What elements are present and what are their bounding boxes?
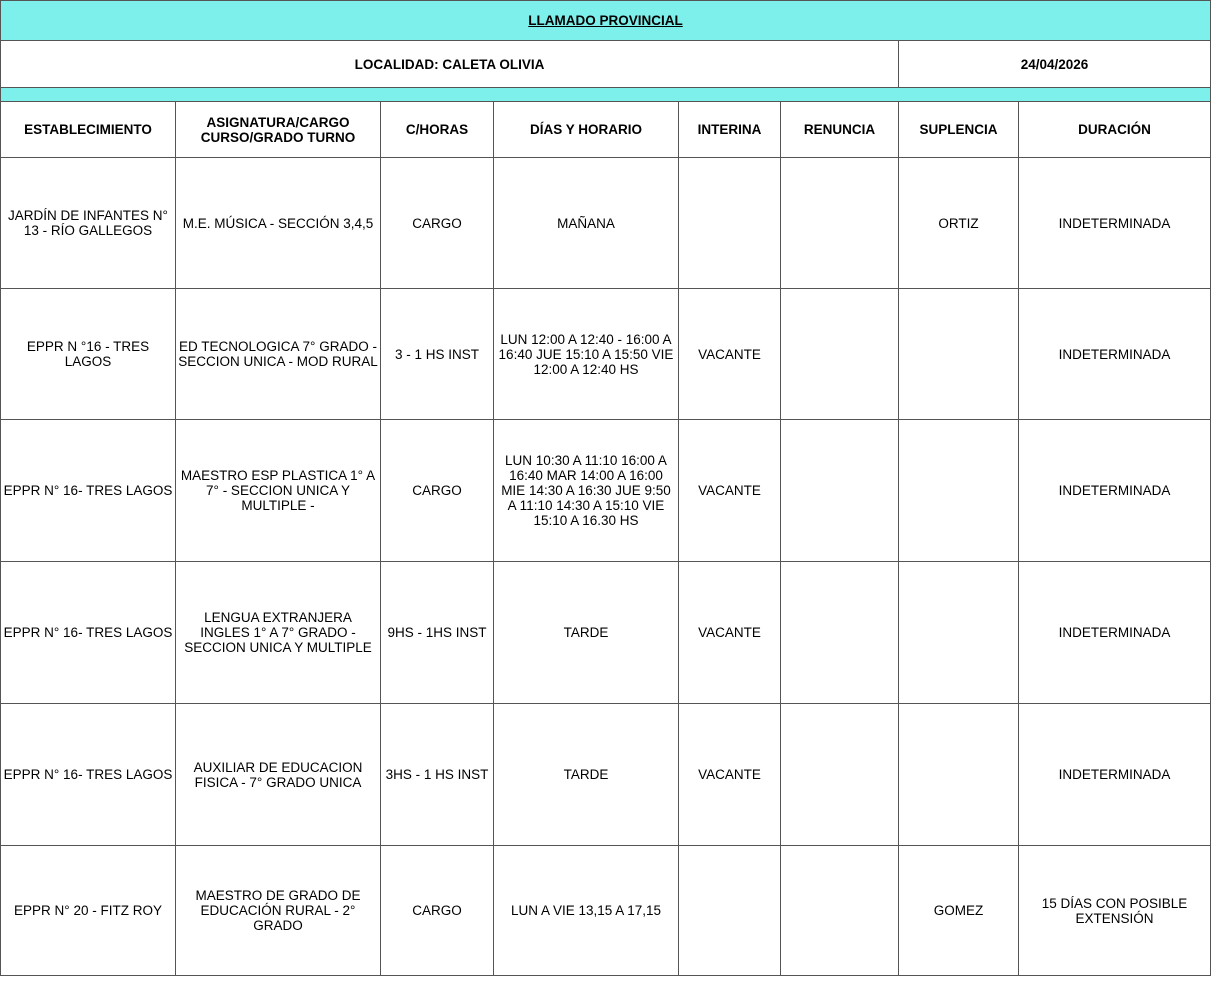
locality-label: LOCALIDAD: CALETA OLIVIA	[1, 41, 899, 88]
cell-dias: MAÑANA	[494, 158, 679, 289]
cell-establecimiento: JARDÍN DE INFANTES N° 13 - RÍO GALLEGOS	[1, 158, 176, 289]
table-row	[1, 420, 1211, 562]
cell-asignatura: AUXILIAR DE EDUCACION FISICA - 7° GRADO UNICA	[176, 704, 381, 846]
cell-suplencia	[899, 562, 1019, 704]
cell-interina	[679, 846, 781, 976]
table-row	[1, 846, 1211, 976]
cell-suplencia: GOMEZ	[899, 846, 1019, 976]
header-row	[1, 102, 1211, 158]
cell-establecimiento: EPPR N° 20 - FITZ ROY	[1, 846, 176, 976]
cell-suplencia	[899, 704, 1019, 846]
cell-establecimiento: EPPR N° 16- TRES LAGOS	[1, 704, 176, 846]
table-row	[1, 704, 1211, 846]
cell-horas: CARGO	[381, 846, 494, 976]
table-row	[1, 289, 1211, 420]
col-header-renuncia: RENUNCIA	[781, 102, 899, 158]
cell-duracion: INDETERMINADA	[1019, 562, 1211, 704]
cell-horas: 3HS - 1 HS INST	[381, 704, 494, 846]
cell-interina: VACANTE	[679, 704, 781, 846]
cell-interina: VACANTE	[679, 289, 781, 420]
cell-duracion: 15 DÍAS CON POSIBLE EXTENSIÓN	[1019, 846, 1211, 976]
cell-renuncia	[781, 704, 899, 846]
cell-dias: LUN A VIE 13,15 A 17,15	[494, 846, 679, 976]
cell-suplencia	[899, 289, 1019, 420]
col-header-dias: DÍAS Y HORARIO	[494, 102, 679, 158]
col-header-interina: INTERINA	[679, 102, 781, 158]
cell-dias: TARDE	[494, 562, 679, 704]
cell-horas: CARGO	[381, 158, 494, 289]
cell-dias: TARDE	[494, 704, 679, 846]
cell-asignatura: M.E. MÚSICA - SECCIÓN 3,4,5	[176, 158, 381, 289]
cell-dias: LUN 10:30 A 11:10 16:00 A 16:40 MAR 14:00 A 16:00 MIE 14:30 A 16:30 JUE 9:50 A 11:10 14:30 A 15:10 VIE 15:10 A 16.30 HS	[494, 420, 679, 562]
locality-row	[1, 41, 1211, 88]
cell-duracion: INDETERMINADA	[1019, 289, 1211, 420]
cell-asignatura: MAESTRO ESP PLASTICA 1° A 7° - SECCION UNICA Y MULTIPLE -	[176, 420, 381, 562]
cell-renuncia	[781, 420, 899, 562]
cell-renuncia	[781, 846, 899, 976]
col-header-suplencia: SUPLENCIA	[899, 102, 1019, 158]
cell-duracion: INDETERMINADA	[1019, 158, 1211, 289]
cell-duracion: INDETERMINADA	[1019, 704, 1211, 846]
cell-interina: VACANTE	[679, 562, 781, 704]
title-row	[1, 1, 1211, 41]
cell-interina: VACANTE	[679, 420, 781, 562]
cell-horas: CARGO	[381, 420, 494, 562]
cell-renuncia	[781, 562, 899, 704]
cell-establecimiento: EPPR N° 16- TRES LAGOS	[1, 562, 176, 704]
cell-asignatura: LENGUA EXTRANJERA INGLES 1° A 7° GRADO - SECCION UNICA Y MULTIPLE	[176, 562, 381, 704]
date-label: 24/04/2026	[899, 41, 1211, 88]
cell-suplencia: ORTIZ	[899, 158, 1019, 289]
cell-horas: 3 - 1 HS INST	[381, 289, 494, 420]
cell-establecimiento: EPPR N °16 - TRES LAGOS	[1, 289, 176, 420]
cell-duracion: INDETERMINADA	[1019, 420, 1211, 562]
spacer-row	[1, 88, 1211, 102]
table-row	[1, 158, 1211, 289]
col-header-asignatura: ASIGNATURA/CARGO CURSO/GRADO TURNO	[176, 102, 381, 158]
col-header-duracion: DURACIÓN	[1019, 102, 1211, 158]
col-header-establecimiento: ESTABLECIMIENTO	[1, 102, 176, 158]
cell-dias: LUN 12:00 A 12:40 - 16:00 A 16:40 JUE 15:10 A 15:50 VIE 12:00 A 12:40 HS	[494, 289, 679, 420]
page-title: LLAMADO PROVINCIAL	[1, 1, 1211, 41]
table-row	[1, 562, 1211, 704]
cell-suplencia	[899, 420, 1019, 562]
cell-renuncia	[781, 158, 899, 289]
cell-horas: 9HS - 1HS INST	[381, 562, 494, 704]
cell-interina	[679, 158, 781, 289]
cell-renuncia	[781, 289, 899, 420]
col-header-horas: C/HORAS	[381, 102, 494, 158]
spacer-band	[1, 88, 1211, 102]
cell-establecimiento: EPPR N° 16- TRES LAGOS	[1, 420, 176, 562]
cell-asignatura: MAESTRO DE GRADO DE EDUCACIÓN RURAL - 2° GRADO	[176, 846, 381, 976]
cell-asignatura: ED TECNOLOGICA 7° GRADO - SECCION UNICA - MOD RURAL	[176, 289, 381, 420]
